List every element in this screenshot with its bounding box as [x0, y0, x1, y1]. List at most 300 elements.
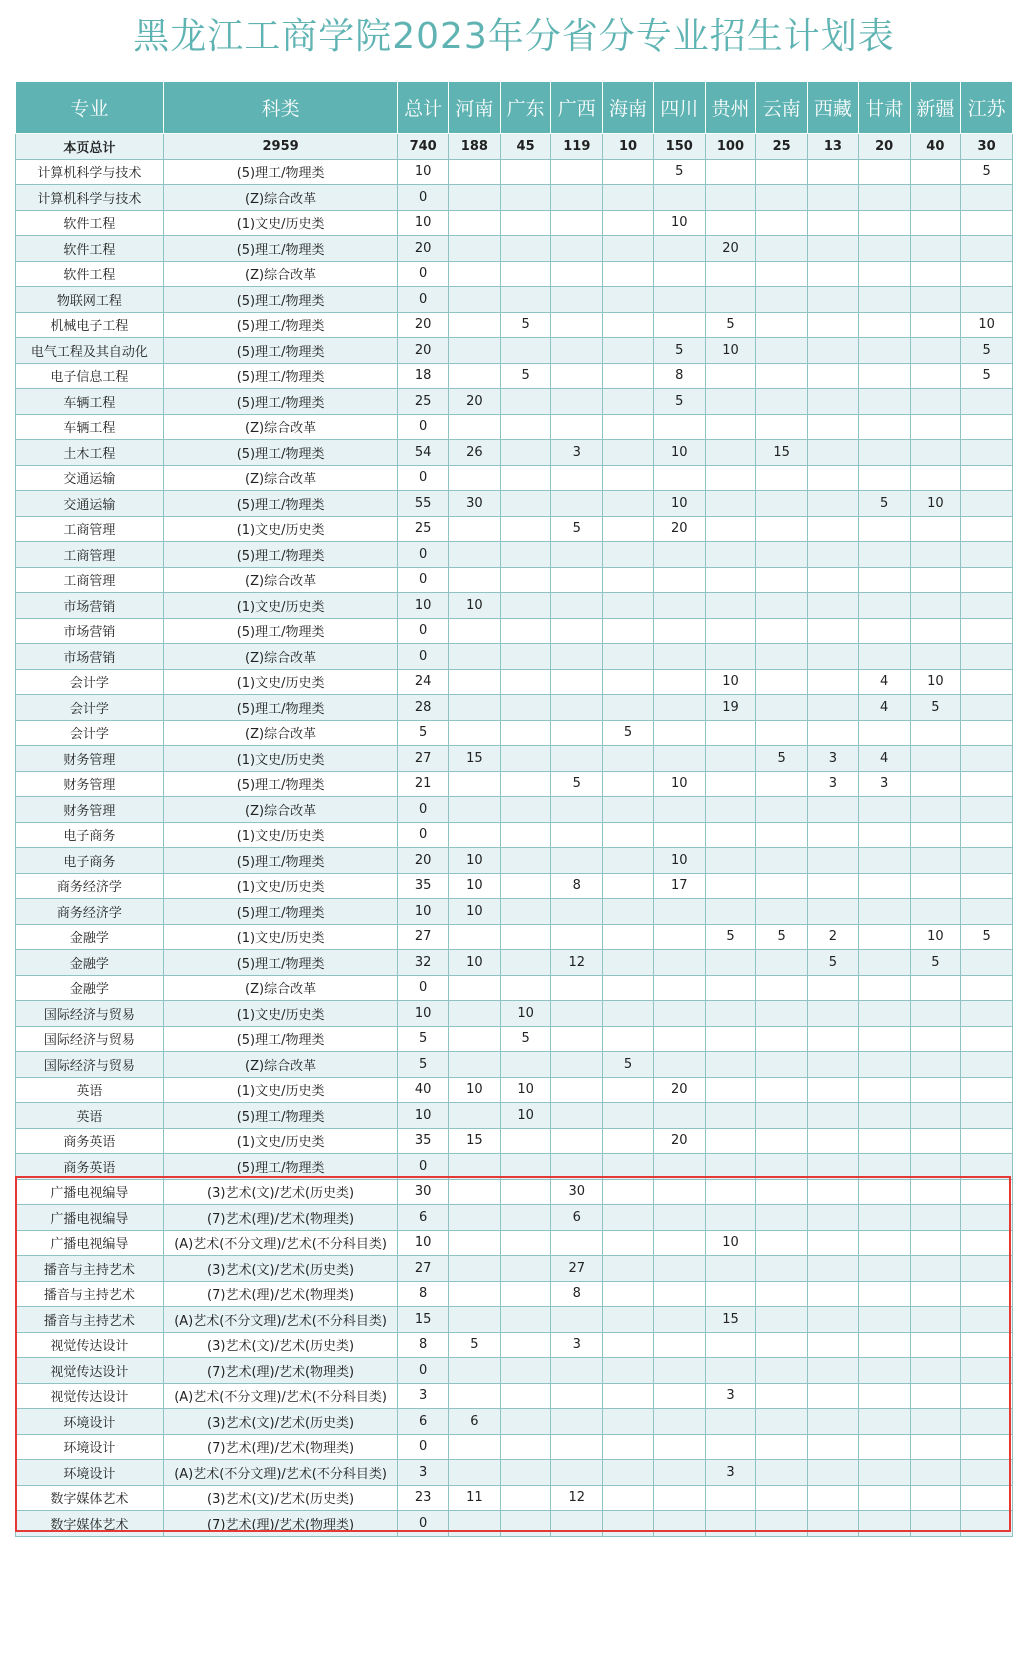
count-cell [756, 236, 808, 262]
count-cell [910, 1307, 961, 1333]
major-cell: 英语 [16, 1077, 164, 1103]
count-cell [910, 363, 961, 389]
count-cell [858, 1205, 910, 1231]
count-cell [910, 1256, 961, 1282]
count-cell: 2 [808, 924, 859, 950]
count-cell [653, 1001, 705, 1027]
count-cell [449, 1026, 501, 1052]
count-cell: 10 [653, 771, 705, 797]
count-cell [500, 669, 551, 695]
count-cell [705, 542, 756, 568]
count-cell: 5 [961, 924, 1013, 950]
count-cell [756, 1026, 808, 1052]
category-cell: (5)理工/物理类 [163, 159, 397, 185]
count-cell: 5 [653, 338, 705, 364]
count-cell [603, 185, 654, 211]
count-cell [858, 1128, 910, 1154]
count-cell [858, 567, 910, 593]
count-cell: 0 [398, 261, 449, 287]
count-cell: 3 [551, 1332, 603, 1358]
count-cell [756, 797, 808, 823]
count-cell [756, 848, 808, 874]
count-cell: 0 [398, 975, 449, 1001]
column-header: 云南 [756, 82, 808, 134]
count-cell [551, 975, 603, 1001]
category-cell: (Z)综合改革 [163, 1052, 397, 1078]
count-cell [808, 644, 859, 670]
count-cell [551, 389, 603, 415]
count-cell [858, 1383, 910, 1409]
count-cell [808, 185, 859, 211]
count-cell [551, 848, 603, 874]
count-cell: 10 [653, 210, 705, 236]
count-cell [603, 950, 654, 976]
count-cell: 3 [808, 746, 859, 772]
count-cell [653, 822, 705, 848]
table-row [16, 950, 1013, 976]
count-cell [858, 1154, 910, 1180]
table-row [16, 899, 1013, 925]
count-cell [756, 363, 808, 389]
count-cell [910, 236, 961, 262]
count-cell [808, 1409, 859, 1435]
count-cell: 25 [398, 516, 449, 542]
count-cell [653, 618, 705, 644]
count-cell [603, 873, 654, 899]
count-cell [961, 1205, 1013, 1231]
table-row [16, 1026, 1013, 1052]
count-cell: 8 [551, 1281, 603, 1307]
category-cell: (5)理工/物理类 [163, 618, 397, 644]
count-cell [756, 644, 808, 670]
count-cell [449, 1511, 501, 1537]
major-cell: 广播电视编导 [16, 1230, 164, 1256]
count-cell: 0 [398, 1154, 449, 1180]
table-row [16, 1281, 1013, 1307]
table-row [16, 1332, 1013, 1358]
count-cell [961, 695, 1013, 721]
count-cell: 20 [398, 236, 449, 262]
count-cell [653, 185, 705, 211]
count-cell: 5 [551, 516, 603, 542]
count-cell [961, 389, 1013, 415]
count-cell [551, 1460, 603, 1486]
count-cell: 5 [398, 1026, 449, 1052]
count-cell [551, 261, 603, 287]
category-cell: (Z)综合改革 [163, 975, 397, 1001]
category-cell: (5)理工/物理类 [163, 338, 397, 364]
count-cell: 18 [398, 363, 449, 389]
count-cell [961, 1485, 1013, 1511]
major-cell: 财务管理 [16, 746, 164, 772]
count-cell: 3 [398, 1460, 449, 1486]
count-cell: 10 [961, 312, 1013, 338]
major-cell: 市场营销 [16, 644, 164, 670]
table-row [16, 1103, 1013, 1129]
count-cell [705, 1026, 756, 1052]
count-cell [808, 389, 859, 415]
count-cell [449, 1103, 501, 1129]
count-cell [551, 1154, 603, 1180]
count-cell [603, 1307, 654, 1333]
category-cell: (7)艺术(理)/艺术(物理类) [163, 1205, 397, 1231]
major-cell: 会计学 [16, 720, 164, 746]
count-cell [910, 873, 961, 899]
count-cell [603, 1511, 654, 1537]
count-cell [910, 567, 961, 593]
count-cell [449, 1281, 501, 1307]
count-cell [808, 210, 859, 236]
count-cell [551, 1128, 603, 1154]
count-cell [910, 644, 961, 670]
count-cell [910, 1485, 961, 1511]
count-cell [961, 1179, 1013, 1205]
count-cell [756, 593, 808, 619]
table-row [16, 771, 1013, 797]
category-cell: (Z)综合改革 [163, 261, 397, 287]
count-cell [705, 261, 756, 287]
table-row [16, 516, 1013, 542]
count-cell [910, 338, 961, 364]
table-row [16, 363, 1013, 389]
count-cell [551, 1358, 603, 1384]
count-cell [653, 312, 705, 338]
count-cell [756, 1128, 808, 1154]
major-cell: 电子商务 [16, 822, 164, 848]
count-cell [961, 1103, 1013, 1129]
count-cell: 0 [398, 185, 449, 211]
count-cell [961, 797, 1013, 823]
count-cell [551, 1409, 603, 1435]
count-cell [756, 1434, 808, 1460]
column-header: 新疆 [910, 82, 961, 134]
count-cell: 0 [398, 1511, 449, 1537]
count-cell [808, 1001, 859, 1027]
count-cell [705, 593, 756, 619]
count-cell [603, 1205, 654, 1231]
count-cell [808, 1485, 859, 1511]
count-cell [500, 1332, 551, 1358]
count-cell [603, 924, 654, 950]
table-row [16, 567, 1013, 593]
major-cell: 土木工程 [16, 440, 164, 466]
count-cell [756, 1179, 808, 1205]
table-row [16, 1256, 1013, 1282]
count-cell [449, 720, 501, 746]
major-cell: 金融学 [16, 950, 164, 976]
count-cell [910, 1230, 961, 1256]
count-cell [756, 1383, 808, 1409]
major-cell: 软件工程 [16, 261, 164, 287]
count-cell [653, 797, 705, 823]
count-cell [910, 746, 961, 772]
column-header: 海南 [603, 82, 654, 134]
count-cell: 25 [398, 389, 449, 415]
count-cell [910, 465, 961, 491]
count-cell [449, 1383, 501, 1409]
count-cell [603, 1154, 654, 1180]
count-cell [705, 440, 756, 466]
count-cell [756, 567, 808, 593]
count-cell: 10 [705, 338, 756, 364]
count-cell [858, 848, 910, 874]
count-cell: 0 [398, 1434, 449, 1460]
page-title: 黑龙江工商学院2023年分省分专业招生计划表 [133, 16, 895, 57]
count-cell [858, 950, 910, 976]
count-cell [961, 1332, 1013, 1358]
category-cell: (A)艺术(不分文理)/艺术(不分科目类) [163, 1230, 397, 1256]
count-cell [449, 669, 501, 695]
count-cell [449, 1434, 501, 1460]
category-cell: (7)艺术(理)/艺术(物理类) [163, 1511, 397, 1537]
count-cell [500, 848, 551, 874]
count-cell [705, 1052, 756, 1078]
count-cell: 12 [551, 1485, 603, 1511]
major-cell: 车辆工程 [16, 414, 164, 440]
column-header: 总计 [398, 82, 449, 134]
count-cell [808, 567, 859, 593]
count-cell [910, 210, 961, 236]
count-cell [858, 1434, 910, 1460]
count-cell [910, 771, 961, 797]
count-cell: 10 [910, 924, 961, 950]
count-cell [551, 1511, 603, 1537]
column-header: 科类 [163, 82, 397, 134]
count-cell: 5 [449, 1332, 501, 1358]
major-cell: 工商管理 [16, 542, 164, 568]
count-cell [910, 1281, 961, 1307]
count-cell [756, 1332, 808, 1358]
count-cell [808, 159, 859, 185]
count-cell [551, 465, 603, 491]
count-cell [756, 771, 808, 797]
count-cell: 30 [398, 1179, 449, 1205]
major-cell: 商务经济学 [16, 873, 164, 899]
major-cell: 视觉传达设计 [16, 1383, 164, 1409]
count-cell [449, 414, 501, 440]
table-row [16, 312, 1013, 338]
count-cell: 30 [961, 134, 1013, 160]
count-cell [500, 924, 551, 950]
major-cell: 物联网工程 [16, 287, 164, 313]
count-cell [961, 516, 1013, 542]
count-cell: 10 [449, 873, 501, 899]
count-cell [910, 542, 961, 568]
count-cell [910, 1026, 961, 1052]
count-cell [500, 1230, 551, 1256]
count-cell [756, 618, 808, 644]
major-cell: 车辆工程 [16, 389, 164, 415]
count-cell [961, 1154, 1013, 1180]
major-cell: 数字媒体艺术 [16, 1511, 164, 1537]
count-cell [500, 516, 551, 542]
count-cell [961, 1001, 1013, 1027]
category-cell: (5)理工/物理类 [163, 1026, 397, 1052]
count-cell [603, 822, 654, 848]
count-cell [705, 210, 756, 236]
count-cell [910, 1001, 961, 1027]
table-row [16, 414, 1013, 440]
count-cell: 27 [398, 746, 449, 772]
count-cell [961, 567, 1013, 593]
count-cell [910, 1409, 961, 1435]
count-cell [500, 440, 551, 466]
count-cell: 5 [603, 1052, 654, 1078]
count-cell [551, 338, 603, 364]
count-cell [449, 924, 501, 950]
count-cell: 35 [398, 1128, 449, 1154]
count-cell [961, 1307, 1013, 1333]
major-cell: 市场营销 [16, 618, 164, 644]
count-cell: 10 [653, 491, 705, 517]
category-cell: (Z)综合改革 [163, 185, 397, 211]
count-cell: 10 [398, 1001, 449, 1027]
count-cell [551, 924, 603, 950]
count-cell [500, 261, 551, 287]
count-cell [961, 950, 1013, 976]
count-cell [500, 542, 551, 568]
count-cell: 20 [653, 1077, 705, 1103]
count-cell [449, 261, 501, 287]
count-cell [808, 822, 859, 848]
count-cell [705, 618, 756, 644]
count-cell [500, 465, 551, 491]
count-cell [500, 338, 551, 364]
count-cell [705, 873, 756, 899]
count-cell: 5 [961, 338, 1013, 364]
category-cell: (3)艺术(文)/艺术(历史类) [163, 1332, 397, 1358]
count-cell [449, 822, 501, 848]
count-cell [808, 440, 859, 466]
category-cell: (1)文史/历史类 [163, 210, 397, 236]
count-cell [653, 1256, 705, 1282]
table-row [16, 185, 1013, 211]
count-cell [756, 1307, 808, 1333]
count-cell [500, 1485, 551, 1511]
count-cell [808, 669, 859, 695]
count-cell [705, 1434, 756, 1460]
count-cell [808, 1358, 859, 1384]
count-cell: 20 [398, 338, 449, 364]
table-row [16, 848, 1013, 874]
count-cell [961, 1409, 1013, 1435]
major-cell: 计算机科学与技术 [16, 185, 164, 211]
count-cell [961, 210, 1013, 236]
count-cell [603, 312, 654, 338]
count-cell [756, 465, 808, 491]
count-cell: 5 [398, 1052, 449, 1078]
count-cell: 4 [858, 669, 910, 695]
count-cell [551, 797, 603, 823]
count-cell [961, 848, 1013, 874]
count-cell [551, 618, 603, 644]
count-cell [705, 746, 756, 772]
count-cell: 20 [653, 1128, 705, 1154]
major-cell: 财务管理 [16, 797, 164, 823]
count-cell: 45 [500, 134, 551, 160]
count-cell [858, 389, 910, 415]
count-cell [449, 1001, 501, 1027]
count-cell [961, 618, 1013, 644]
count-cell [500, 1281, 551, 1307]
category-cell: (5)理工/物理类 [163, 363, 397, 389]
count-cell: 0 [398, 542, 449, 568]
count-cell [808, 873, 859, 899]
count-cell: 6 [551, 1205, 603, 1231]
count-cell [653, 1409, 705, 1435]
count-cell: 5 [705, 312, 756, 338]
category-cell: (5)理工/物理类 [163, 771, 397, 797]
category-cell: (5)理工/物理类 [163, 287, 397, 313]
count-cell [551, 1383, 603, 1409]
category-cell: (5)理工/物理类 [163, 542, 397, 568]
count-cell [858, 1052, 910, 1078]
count-cell: 5 [808, 950, 859, 976]
count-cell: 0 [398, 414, 449, 440]
count-cell [500, 159, 551, 185]
major-cell: 广播电视编导 [16, 1179, 164, 1205]
table-row [16, 440, 1013, 466]
count-cell [910, 1434, 961, 1460]
count-cell [961, 261, 1013, 287]
major-cell: 交通运输 [16, 491, 164, 517]
count-cell: 6 [398, 1205, 449, 1231]
count-cell [808, 1383, 859, 1409]
category-cell: (1)文史/历史类 [163, 669, 397, 695]
count-cell [551, 312, 603, 338]
table-row [16, 1179, 1013, 1205]
column-header: 河南 [449, 82, 501, 134]
count-cell [449, 1256, 501, 1282]
count-cell [910, 414, 961, 440]
count-cell [808, 1281, 859, 1307]
count-cell [858, 797, 910, 823]
count-cell [910, 1128, 961, 1154]
category-cell: (7)艺术(理)/艺术(物理类) [163, 1434, 397, 1460]
table-row [16, 822, 1013, 848]
count-cell [756, 491, 808, 517]
count-cell: 55 [398, 491, 449, 517]
count-cell [756, 159, 808, 185]
count-cell [603, 1179, 654, 1205]
count-cell [858, 287, 910, 313]
count-cell [705, 1179, 756, 1205]
major-cell: 软件工程 [16, 210, 164, 236]
count-cell: 10 [603, 134, 654, 160]
count-cell [808, 1460, 859, 1486]
major-cell: 环境设计 [16, 1460, 164, 1486]
count-cell [961, 465, 1013, 491]
count-cell [910, 1511, 961, 1537]
count-cell [449, 542, 501, 568]
count-cell [603, 1001, 654, 1027]
count-cell [653, 287, 705, 313]
category-cell: (1)文史/历史类 [163, 1128, 397, 1154]
category-cell: (Z)综合改革 [163, 465, 397, 491]
count-cell [653, 593, 705, 619]
count-cell [551, 414, 603, 440]
count-cell [961, 1256, 1013, 1282]
count-cell [603, 363, 654, 389]
count-cell: 30 [551, 1179, 603, 1205]
count-cell [603, 159, 654, 185]
count-cell: 20 [398, 848, 449, 874]
major-cell: 视觉传达设计 [16, 1332, 164, 1358]
count-cell [653, 236, 705, 262]
count-cell: 10 [500, 1103, 551, 1129]
category-cell: (A)艺术(不分文理)/艺术(不分科目类) [163, 1383, 397, 1409]
count-cell [603, 1434, 654, 1460]
